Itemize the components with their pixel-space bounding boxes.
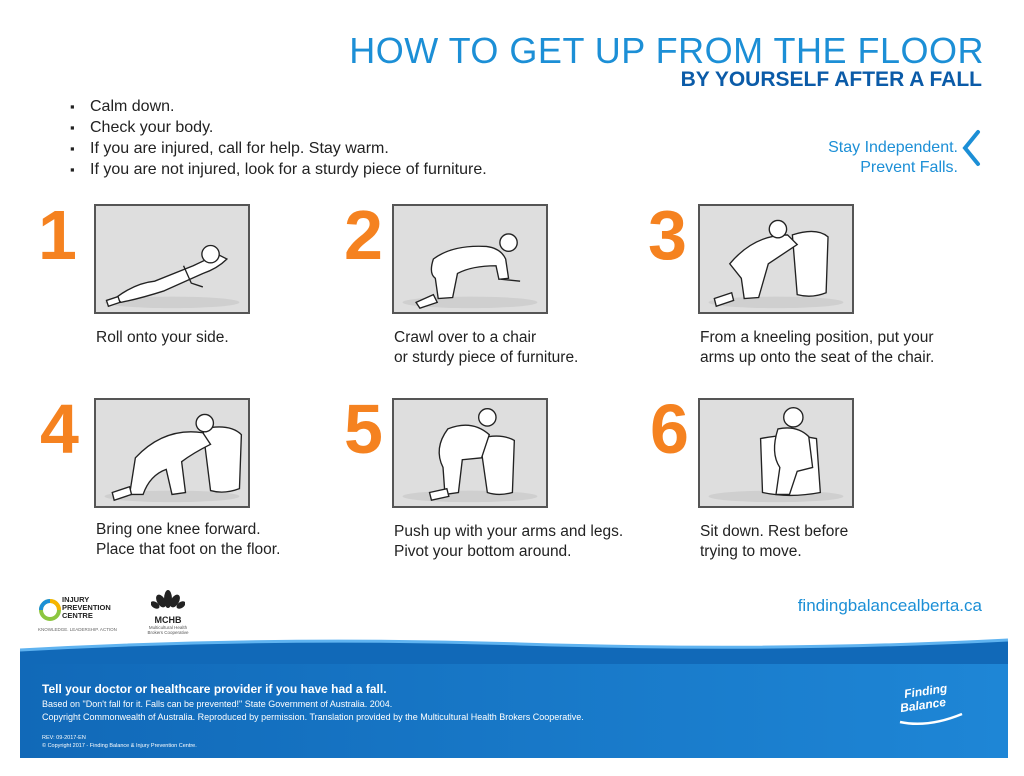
person-lying-icon — [96, 206, 248, 312]
step-illustration-2 — [392, 204, 548, 314]
step-caption-4: Bring one knee forward. Place that foot on the floor. — [96, 521, 281, 558]
step-caption-6: Sit down. Rest before trying to move. — [700, 523, 849, 560]
step-illustration-3 — [698, 204, 854, 314]
lotus-icon — [151, 588, 185, 610]
finding-balance-logo: Finding Balance — [896, 680, 966, 728]
step-number-5: 5 — [344, 390, 383, 468]
bullet-icon: ▪ — [70, 162, 75, 177]
footer-copyright-au: Copyright Commonwealth of Australia. Reproduced by permission. Translation provided by the Multicultural Health Brokers Cooperative. — [42, 712, 584, 722]
step-illustration-4 — [94, 398, 250, 508]
step-number-6: 6 — [650, 390, 689, 468]
step-illustration-5 — [392, 398, 548, 508]
person-kneeling-chair-icon — [700, 206, 852, 312]
person-pushing-up-icon — [394, 400, 546, 506]
swoosh-icon — [898, 712, 964, 726]
footer-source: Based on "Don't fall for it. Falls can be prevented!" State Government of Australia. 2004. — [42, 699, 393, 709]
person-crawling-icon — [394, 206, 546, 312]
step-number-2: 2 — [344, 196, 383, 274]
step-caption-1: Roll onto your side. — [96, 329, 229, 346]
ipc-ring-icon — [38, 598, 62, 622]
page-subtitle: BY YOURSELF AFTER A FALL — [680, 68, 982, 91]
list-item: ▪ If you are injured, call for help. Stay warm. — [70, 140, 389, 157]
bullet-icon: ▪ — [70, 99, 75, 114]
instruction-list — [70, 96, 487, 180]
tagline-line1: Stay Independent. — [828, 139, 958, 156]
tagline — [828, 138, 958, 178]
footer-banner — [20, 650, 1008, 758]
page-title: HOW TO GET UP FROM THE FLOOR — [349, 30, 984, 71]
step-number-3: 3 — [648, 196, 687, 274]
bullet-icon: ▪ — [70, 141, 75, 156]
website-link[interactable]: findingbalancealberta.ca — [797, 596, 982, 615]
bullet-icon: ▪ — [70, 120, 75, 135]
mchb-logo: MCHB Multicultural Health Brokers Cooperative — [138, 588, 198, 640]
step-illustration-1 — [94, 204, 250, 314]
footer-rev: REV: 09-2017-EN — [42, 735, 86, 741]
step-number-4: 4 — [40, 390, 79, 468]
list-item: ▪ Check your body. — [70, 119, 214, 136]
footer-wave — [20, 636, 1008, 664]
list-item: ▪ Calm down. — [70, 98, 175, 115]
step-illustration-6 — [698, 398, 854, 508]
person-one-knee-icon — [96, 400, 248, 506]
chevron-left-icon — [960, 128, 982, 168]
list-item: ▪ If you are not injured, look for a sturdy piece of furniture. — [70, 161, 487, 178]
person-sitting-icon — [700, 400, 852, 506]
step-number-1: 1 — [38, 196, 77, 274]
injury-prevention-centre-logo: INJURY PREVENTION CENTRE KNOWLEDGE. LEADERSHIP. ACTION — [38, 595, 117, 632]
footer-copyright: © Copyright 2017 - Finding Balance & Injury Prevention Centre. — [42, 743, 197, 749]
step-caption-3: From a kneeling position, put your arms up onto the seat of the chair. — [700, 329, 935, 366]
step-caption-2: Crawl over to a chair or sturdy piece of furniture. — [394, 329, 579, 366]
step-caption-5: Push up with your arms and legs. Pivot your bottom around. — [394, 523, 624, 560]
tagline-line2: Prevent Falls. — [860, 159, 958, 176]
footer-advice: Tell your doctor or healthcare provider if you have had a fall. — [42, 682, 387, 696]
